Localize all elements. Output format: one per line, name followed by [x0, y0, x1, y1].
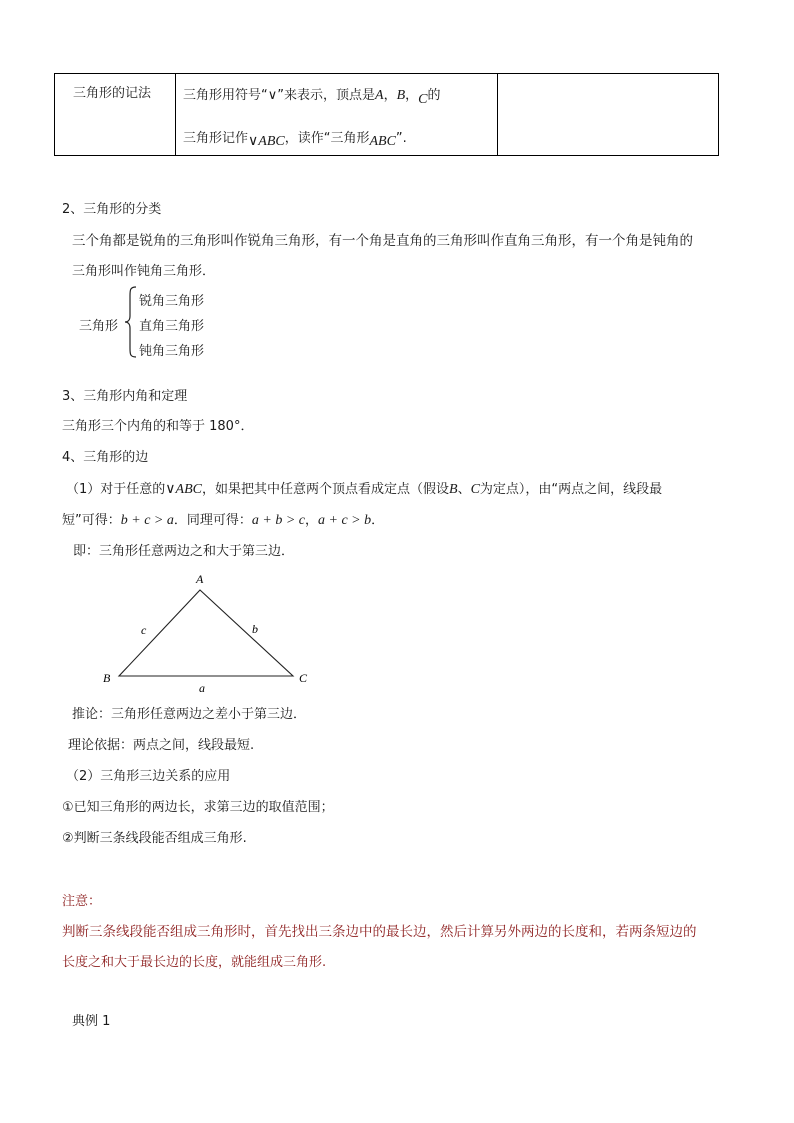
- section4-summary: 即：三角形任意两边之和大于第三边．: [73, 544, 295, 559]
- p1-mid: ，如果把其中任意两个顶点看成定点（假设: [201, 482, 449, 497]
- table-divider-1: [175, 74, 176, 155]
- type-right: 直角三角形: [139, 319, 205, 334]
- p1-sep: 、: [457, 482, 471, 497]
- sep2: ，: [405, 88, 419, 103]
- section2-para-line2: 三角形叫作钝角三角形．: [72, 264, 216, 279]
- label-vertex-b: B: [103, 671, 111, 685]
- content-line2-pre: 三角形记作: [183, 131, 249, 146]
- label-side-b: b: [252, 622, 258, 636]
- inequality-2: a + b > c: [251, 513, 305, 528]
- section4-heading: 4、三角形的边: [62, 450, 149, 465]
- inequality-1: b + c > a: [120, 513, 174, 528]
- section3-text: 三角形三个内角的和等于 180°．: [62, 419, 254, 434]
- label-vertex-a: A: [196, 572, 204, 586]
- section2-heading: 2、三角形的分类: [62, 202, 162, 217]
- content-line1-pre: 三角形用符号“∨”来表示，顶点是: [183, 88, 375, 103]
- note-line1: 判断三条线段能否组成三角形时，首先找出三条边中的最长边，然后计算另外两边的长度和，若两条短边的: [62, 924, 697, 940]
- type-acute: 锐角三角形: [139, 294, 205, 309]
- section4-p2-heading: （2）三角形三边关系的应用: [66, 769, 231, 784]
- vertex-a: A: [375, 88, 384, 103]
- p1-post: 为定点），由“两点之间，线段最: [479, 482, 663, 497]
- inequality-3: a + c > b: [318, 513, 372, 528]
- content-line2-post: ”.: [395, 131, 407, 146]
- section2-para-line1: 三个角都是锐角的三角形叫作锐角三角形，有一个角是直角的三角形叫作直角三角形，有一个角是钝角的: [72, 233, 693, 249]
- content-line1-post: 的: [427, 88, 441, 103]
- brace-label: 三角形: [79, 319, 119, 334]
- triangle-name: ABC: [369, 134, 396, 149]
- theoretical-basis: 理论依据：两点之间，线段最短.: [68, 738, 255, 753]
- p1b-pre: 短”可得：: [62, 513, 121, 528]
- table-content-line-1: [183, 84, 441, 107]
- table-divider-2: [497, 74, 498, 155]
- section3-heading: 3、三角形内角和定理: [62, 389, 188, 404]
- content-line2-mid: ，读作“三角形: [284, 131, 370, 146]
- vertex-c: C: [418, 92, 428, 107]
- sep1: ，: [383, 88, 397, 103]
- application-1: ①已知三角形的两边长，求第三边的取值范围；: [62, 800, 334, 815]
- p1b-sep: ，: [304, 513, 318, 528]
- p1-triangle: ∨ABC: [165, 482, 202, 497]
- table-label: 三角形的记法: [73, 86, 152, 101]
- p1-vertex-b: B: [449, 482, 458, 497]
- p1b-mid: ．同理可得：: [173, 513, 252, 528]
- note-line2: 长度之和大于最长边的长度，就能组成三角形.: [62, 955, 327, 970]
- corollary: 推论：三角形任意两边之差小于第三边．: [72, 707, 307, 722]
- label-vertex-c: C: [299, 671, 308, 685]
- vertex-b: B: [396, 88, 406, 103]
- label-side-c: c: [141, 623, 147, 637]
- section4-p1-line1: [66, 478, 662, 498]
- application-2: ②判断三条线段能否组成三角形.: [62, 831, 247, 846]
- label-side-a: a: [199, 681, 205, 695]
- left-brace-icon: [124, 286, 138, 358]
- triangle-figure: [95, 570, 320, 698]
- triangle-notation: ∨ABC: [248, 134, 285, 149]
- p1b-post: ．: [371, 513, 385, 528]
- section4-p1-line2: [62, 509, 384, 529]
- p1-vertex-c: C: [470, 482, 480, 497]
- table-content-line-2: [183, 127, 407, 147]
- p1-pre: （1）对于任意的: [66, 482, 166, 497]
- type-obtuse: 钝角三角形: [139, 344, 205, 359]
- example-label: 典例 1: [72, 1014, 111, 1029]
- note-title: 注意：: [62, 894, 102, 909]
